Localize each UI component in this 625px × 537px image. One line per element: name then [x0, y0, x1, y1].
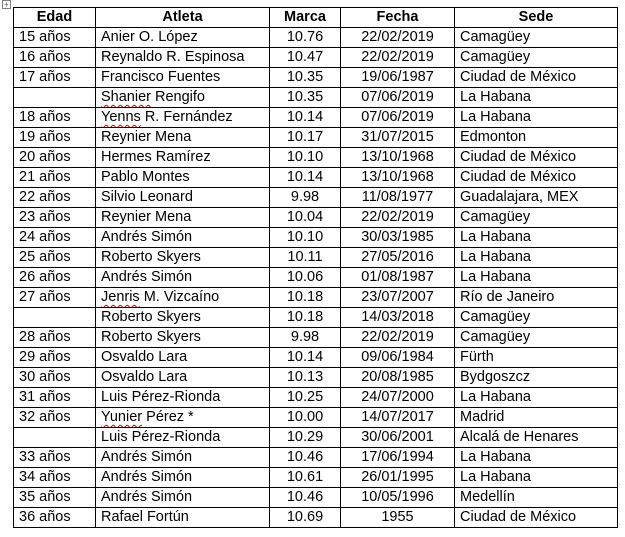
- header-atleta: Atleta: [96, 8, 270, 28]
- cell-sede[interactable]: Medellín: [455, 488, 618, 508]
- table-row: [14, 468, 618, 488]
- table-row: [14, 88, 618, 108]
- cell-edad[interactable]: 30 años: [14, 368, 96, 388]
- cell-atleta[interactable]: Roberto Skyers: [96, 328, 270, 348]
- cell-fecha[interactable]: 14/03/2018: [341, 308, 455, 328]
- cell-marca[interactable]: 10.25: [270, 388, 341, 408]
- cell-edad[interactable]: 19 años: [14, 128, 96, 148]
- cell-atleta[interactable]: Andrés Simón: [96, 468, 270, 488]
- cell-edad[interactable]: 26 años: [14, 268, 96, 288]
- cell-fecha[interactable]: 23/07/2007: [341, 288, 455, 308]
- cell-atleta[interactable]: Jenris M. Vizcaíno: [96, 288, 270, 308]
- table-row: [14, 348, 618, 368]
- cell-atleta[interactable]: Shanier Rengifo: [96, 88, 270, 108]
- cell-atleta[interactable]: Andrés Simón: [96, 448, 270, 468]
- cell-atleta[interactable]: Pablo Montes: [96, 168, 270, 188]
- cell-fecha[interactable]: 1955: [341, 508, 455, 528]
- cell-sede[interactable]: Camagüey: [455, 328, 618, 348]
- cell-atleta[interactable]: Andrés Simón: [96, 228, 270, 248]
- cell-atleta[interactable]: Roberto Skyers: [96, 248, 270, 268]
- cell-fecha[interactable]: 26/01/1995: [341, 468, 455, 488]
- cell-fecha[interactable]: 14/07/2017: [341, 408, 455, 428]
- table-move-handle-icon[interactable]: +: [2, 0, 11, 9]
- table-row: [14, 68, 618, 88]
- cell-atleta[interactable]: Reynier Mena: [96, 208, 270, 228]
- cell-edad[interactable]: 21 años: [14, 168, 96, 188]
- cell-fecha[interactable]: 07/06/2019: [341, 88, 455, 108]
- cell-marca[interactable]: 10.18: [270, 288, 341, 308]
- table-row: [14, 368, 618, 388]
- cell-marca[interactable]: 10.18: [270, 308, 341, 328]
- cell-marca[interactable]: 10.06: [270, 268, 341, 288]
- cell-atleta[interactable]: Andrés Simón: [96, 488, 270, 508]
- cell-marca[interactable]: 10.47: [270, 48, 341, 68]
- cell-sede[interactable]: La Habana: [455, 468, 618, 488]
- cell-fecha[interactable]: 10/05/1996: [341, 488, 455, 508]
- cell-atleta[interactable]: Yunier Pérez *: [96, 408, 270, 428]
- cell-edad[interactable]: 25 años: [14, 248, 96, 268]
- cell-fecha[interactable]: 30/03/1985: [341, 228, 455, 248]
- cell-marca[interactable]: 10.10: [270, 148, 341, 168]
- cell-sede[interactable]: La Habana: [455, 88, 618, 108]
- cell-sede[interactable]: Ciudad de México: [455, 68, 618, 88]
- cell-sede[interactable]: Camagüey: [455, 208, 618, 228]
- table-row: [14, 48, 618, 68]
- cell-edad[interactable]: 23 años: [14, 208, 96, 228]
- cell-atleta[interactable]: Anier O. López: [96, 28, 270, 48]
- header-marca: Marca: [270, 8, 341, 28]
- cell-marca[interactable]: 10.29: [270, 428, 341, 448]
- cell-edad[interactable]: 31 años: [14, 388, 96, 408]
- cell-fecha[interactable]: 11/08/1977: [341, 188, 455, 208]
- cell-sede[interactable]: La Habana: [455, 448, 618, 468]
- cell-sede[interactable]: Edmonton: [455, 128, 618, 148]
- cell-fecha[interactable]: 24/07/2000: [341, 388, 455, 408]
- spellcheck-word: Shanier: [101, 89, 151, 105]
- cell-atleta[interactable]: Osvaldo Lara: [96, 348, 270, 368]
- cell-sede[interactable]: Fürth: [455, 348, 618, 368]
- table-header-row: [14, 8, 618, 28]
- cell-edad[interactable]: 28 años: [14, 328, 96, 348]
- cell-marca[interactable]: 10.13: [270, 368, 341, 388]
- cell-marca[interactable]: 10.46: [270, 448, 341, 468]
- header-fecha: Fecha: [341, 8, 455, 28]
- cell-marca[interactable]: 10.11: [270, 248, 341, 268]
- cell-marca[interactable]: 10.10: [270, 228, 341, 248]
- cell-atleta[interactable]: Reynier Mena: [96, 128, 270, 148]
- cell-edad[interactable]: 36 años: [14, 508, 96, 528]
- cell-sede[interactable]: La Habana: [455, 268, 618, 288]
- cell-atleta[interactable]: Yenns R. Fernández: [96, 108, 270, 128]
- table-row: [14, 388, 618, 408]
- cell-sede[interactable]: Camagüey: [455, 28, 618, 48]
- cell-edad[interactable]: 24 años: [14, 228, 96, 248]
- cell-sede[interactable]: La Habana: [455, 228, 618, 248]
- cell-fecha[interactable]: 22/02/2019: [341, 208, 455, 228]
- cell-marca[interactable]: 10.04: [270, 208, 341, 228]
- cell-fecha[interactable]: 01/08/1987: [341, 268, 455, 288]
- cell-sede[interactable]: Ciudad de México: [455, 508, 618, 528]
- cell-fecha[interactable]: 27/05/2016: [341, 248, 455, 268]
- cell-fecha[interactable]: 31/07/2015: [341, 128, 455, 148]
- cell-fecha[interactable]: 07/06/2019: [341, 108, 455, 128]
- cell-edad[interactable]: 27 años: [14, 288, 96, 308]
- cell-edad[interactable]: 34 años: [14, 468, 96, 488]
- cell-fecha[interactable]: 13/10/1968: [341, 148, 455, 168]
- cell-sede[interactable]: Camagüey: [455, 308, 618, 328]
- cell-fecha[interactable]: 17/06/1994: [341, 448, 455, 468]
- cell-sede[interactable]: Ciudad de México: [455, 148, 618, 168]
- cell-marca[interactable]: 10.35: [270, 68, 341, 88]
- cell-edad[interactable]: [14, 88, 96, 108]
- cell-fecha[interactable]: 22/02/2019: [341, 328, 455, 348]
- cell-marca[interactable]: 9.98: [270, 328, 341, 348]
- cell-sede[interactable]: Camagüey: [455, 48, 618, 68]
- cell-edad[interactable]: 33 años: [14, 448, 96, 468]
- table-row: [14, 108, 618, 128]
- table-row: [14, 188, 618, 208]
- cell-edad[interactable]: 18 años: [14, 108, 96, 128]
- cell-sede[interactable]: Río de Janeiro: [455, 288, 618, 308]
- header-sede: Sede: [455, 8, 618, 28]
- cell-marca[interactable]: 10.61: [270, 468, 341, 488]
- cell-fecha[interactable]: 22/02/2019: [341, 48, 455, 68]
- cell-marca[interactable]: 10.14: [270, 168, 341, 188]
- table-row: [14, 228, 618, 248]
- cell-marca[interactable]: 10.69: [270, 508, 341, 528]
- cell-fecha[interactable]: 13/10/1968: [341, 168, 455, 188]
- table-body: [14, 28, 618, 528]
- table-row: [14, 208, 618, 228]
- cell-sede[interactable]: Alcalá de Henares: [455, 428, 618, 448]
- cell-edad[interactable]: [14, 308, 96, 328]
- cell-atleta[interactable]: Rafael Fortún: [96, 508, 270, 528]
- cell-marca[interactable]: 9.98: [270, 188, 341, 208]
- cell-atleta[interactable]: Luis Pérez-Rionda: [96, 428, 270, 448]
- cell-edad[interactable]: 15 años: [14, 28, 96, 48]
- spellcheck-word: Yunier: [101, 409, 143, 425]
- cell-atleta[interactable]: Osvaldo Lara: [96, 368, 270, 388]
- cell-marca[interactable]: 10.00: [270, 408, 341, 428]
- cell-marca[interactable]: 10.35: [270, 88, 341, 108]
- table-row: [14, 428, 618, 448]
- cell-edad[interactable]: [14, 428, 96, 448]
- cell-atleta[interactable]: Francisco Fuentes: [96, 68, 270, 88]
- cell-sede[interactable]: Guadalajara, MEX: [455, 188, 618, 208]
- table-row: [14, 328, 618, 348]
- cell-fecha[interactable]: 09/06/1984: [341, 348, 455, 368]
- cell-marca[interactable]: 10.14: [270, 108, 341, 128]
- table-row: [14, 128, 618, 148]
- table-row: [14, 288, 618, 308]
- spellcheck-word: Yenns: [101, 109, 141, 125]
- cell-edad[interactable]: 20 años: [14, 148, 96, 168]
- cell-sede[interactable]: Madrid: [455, 408, 618, 428]
- header-edad: Edad: [14, 8, 96, 28]
- cell-sede[interactable]: Bydgoszcz: [455, 368, 618, 388]
- table-row: [14, 408, 618, 428]
- cell-edad[interactable]: 29 años: [14, 348, 96, 368]
- cell-sede[interactable]: La Habana: [455, 108, 618, 128]
- cell-edad[interactable]: 32 años: [14, 408, 96, 428]
- table-row: [14, 308, 618, 328]
- cell-fecha[interactable]: 20/08/1985: [341, 368, 455, 388]
- cell-fecha[interactable]: 19/06/1987: [341, 68, 455, 88]
- cell-atleta[interactable]: Hermes Ramírez: [96, 148, 270, 168]
- table-row: [14, 488, 618, 508]
- cell-edad[interactable]: 22 años: [14, 188, 96, 208]
- cell-atleta[interactable]: Luis Pérez-Rionda: [96, 388, 270, 408]
- table-row: [14, 508, 618, 528]
- table-row: [14, 268, 618, 288]
- cell-marca[interactable]: 10.17: [270, 128, 341, 148]
- spellcheck-word: Jenris: [101, 289, 140, 305]
- table-row: [14, 168, 618, 188]
- cell-sede[interactable]: La Habana: [455, 248, 618, 268]
- cell-fecha[interactable]: 22/02/2019: [341, 28, 455, 48]
- cell-atleta[interactable]: Reynaldo R. Espinosa: [96, 48, 270, 68]
- cell-edad[interactable]: 35 años: [14, 488, 96, 508]
- cell-marca[interactable]: 10.46: [270, 488, 341, 508]
- table-row: [14, 448, 618, 468]
- cell-atleta[interactable]: Andrés Simón: [96, 268, 270, 288]
- cell-sede[interactable]: La Habana: [455, 388, 618, 408]
- cell-atleta[interactable]: Roberto Skyers: [96, 308, 270, 328]
- table-row: [14, 28, 618, 48]
- cell-marca[interactable]: 10.76: [270, 28, 341, 48]
- records-table: [13, 7, 618, 528]
- cell-edad[interactable]: 17 años: [14, 68, 96, 88]
- cell-edad[interactable]: 16 años: [14, 48, 96, 68]
- cell-marca[interactable]: 10.14: [270, 348, 341, 368]
- table-row: [14, 248, 618, 268]
- cell-fecha[interactable]: 30/06/2001: [341, 428, 455, 448]
- cell-sede[interactable]: Ciudad de México: [455, 168, 618, 188]
- table-row: [14, 148, 618, 168]
- cell-atleta[interactable]: Silvio Leonard: [96, 188, 270, 208]
